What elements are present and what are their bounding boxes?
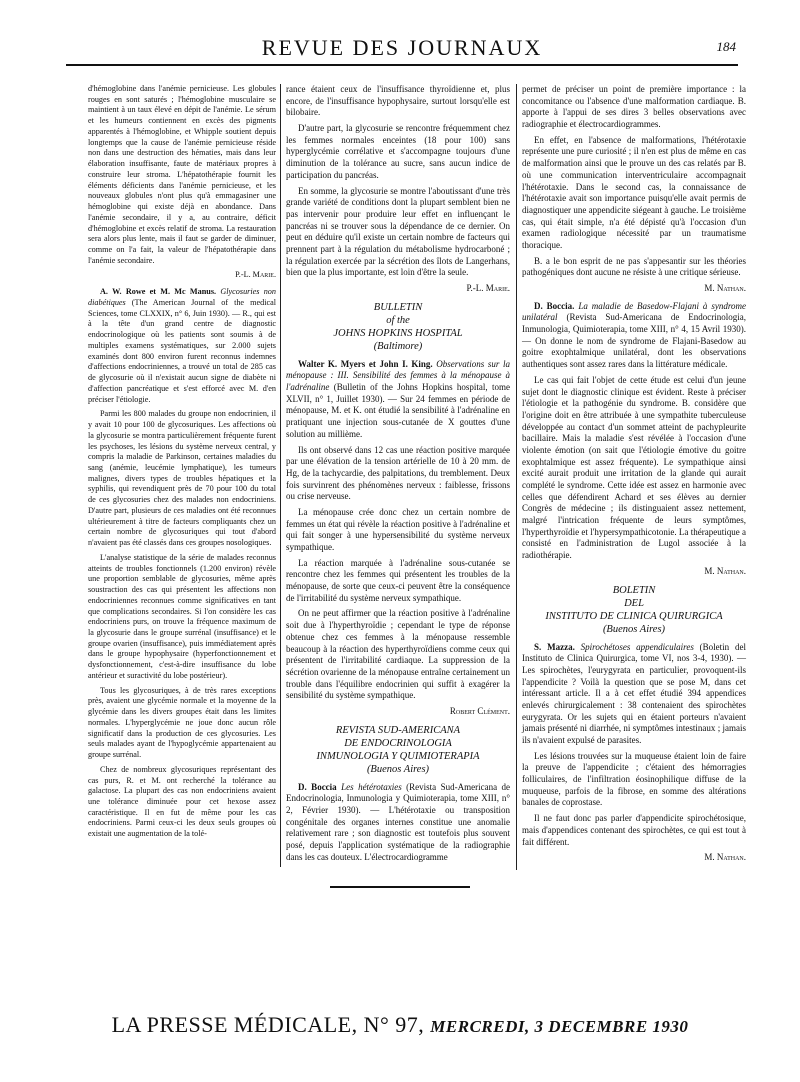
paragraph: Chez de nombreux glycosuriques représentant des cas purs, R. et M. ont recherché la tolérance au galactose. La plupart des cas non endocriniens avaient une tolérance diminuée pour cet hexose assez caractéristique. Il en fut de même pour les cas endocriniens. Parmi ceux-ci les deux seuls groupes où existait une augmentation de la tolé- xyxy=(88,764,276,839)
article-authors: A. W. Rowe et M. Mc Manus. xyxy=(100,287,217,297)
journal-section-title: REVUE DES JOURNAUX xyxy=(261,35,543,60)
article-reference: (The American Journal of the medical Sciences, tome CLXXIX, n° 6, Juin 1930). xyxy=(88,297,277,318)
journal-heading-line: BULLETIN xyxy=(373,301,423,313)
page-header xyxy=(66,30,738,66)
paragraph: D'autre part, la glycosurie se rencontre fréquemment chez les femmes normales enceintes (18 pour 100) sans hyperglycémie corrélative et s'accompagne toujours d'une diminution de la tolérance au sucre, sans aucun indice de participation du pancréas. xyxy=(286,123,510,180)
article-summary: — R., qui est à la tête d'un grand centre de diagnostic endocrinologique où les patients sont soumis à de multiples examens systématiques, sur 2.000 sujets examinés dont 800 environ furent reconnus indemnes d'affections endocriniennes, a trouvé un total de 285 cas de glycosurie où il n'existait aucun signe de diabète ni d'affection pancréatique et s'est efforcé avec M. d'en préciser l'étiologie. xyxy=(88,308,276,404)
paragraph: En somme, la glycosurie se montre l'aboutissant d'une très grande variété de conditions dont la plupart semblent bien ne pas intervenir pour produire leur effet en influençant le pancréas ni se trouver sous la dépendance de ce dernier. On peut en déduire qu'il existe un certain nombre de facteurs qui prennent part à la régulation du métabolisme hydrocarboné ; la régulation exercée par la sécrétion des îlots de Langerhans, bien que la plus importante, est loin d'être la seule. xyxy=(286,185,510,278)
column-3 xyxy=(522,84,746,870)
article-authors: D. Boccia xyxy=(298,781,337,792)
article-reference: (Boletin del Instituto de Clinica Quirurgica, tome VI, nos 3-4, 1930). xyxy=(522,641,746,664)
article-title: La maladie de Basedow-Flajani à syndrome unilatéral xyxy=(522,300,746,323)
page-footer xyxy=(0,1012,800,1038)
paragraph: Les lésions trouvées sur la muqueuse étaient loin de faire la preuve de l'appendicite ; c'étaient des hémorragies folliculaires, de l'infiltration éosinophilique diffuse de la muqueuse, parfois de la fibrose, en somme des altérations banales de coprostase. xyxy=(522,750,746,808)
signature: M. Nathan. xyxy=(704,852,746,863)
footer-date: MERCREDI, 3 DECEMBRE 1930 xyxy=(430,1017,689,1036)
journal-heading-line: (Baltimore) xyxy=(373,340,423,352)
paragraph: Parmi les 800 malades du groupe non endocrinien, il y avait 10 pour 100 de glycosuriques. Les affections où la glycosurie se montra particulièrement fréquente furent les psychoses, les lésions du système nerveux central, y compris la maladie de Parkinson, certaines maladies du sang (anémie, leucémie lymphatique), les tumeurs malignes, divers types de troubles hépatiques et la syphilis, qui revendiquent près de 70 pour 100 du total de ces glycosuries chez des malades non endocriniens. D'autre part, plusieurs de ces maladies ont été reconnues ultérieurement à titre de facteurs compliquants chez un certain nombre de glycosuriques qui tout d'abord n'avaient pas été classés dans ces groupes nosologiques. xyxy=(88,409,276,548)
article-authors: S. Mazza. xyxy=(534,641,575,652)
paragraph: Le cas qui fait l'objet de cette étude est celui d'un jeune sujet dont le diagnostic clinique est évident. Reste à préciser l'étiologie et la pathogénie du syndrome. B. considère que l'origine doit en être attribuée à une sympathite tuberculeuse développée au contact d'un sommet atteint de pachypleurite bacillaire. Mais la maladie s'est révélée à l'occasion d'une violente émotion (on sait que l'étiologie émotive du goitre exophtalmique est assez fréquente). Le sympathique ainsi excité aurait produit une irritation de la glande qui aurait complété le syndrome. Cette idée est assez en harmonie avec celles que défendirent Achard et ses élèves au dernier Congrès de médecine ; ils distinguaient assez nettement, malgré l'intrication fréquente de leurs symptômes, l'hyperthyroïdie et l'hypersympathicotonie. La thérapeutique a consisté en l'administration de Lugol associée à la radiothérapie. xyxy=(522,374,746,561)
paragraph: rance étaient ceux de l'insuffisance thyroïdienne et, plus encore, de l'insuffisance hypophysaire, surtout lorsqu'elle est bilobaire. xyxy=(286,84,510,118)
paragraph: permet de préciser un point de première importance : la concomitance ou l'absence d'une malformation cardiaque. B. apporte à l'appui de ses dires 3 belles observations avec radiographie et électrocardiogrammes. xyxy=(522,84,746,130)
signature: Robert Clément. xyxy=(449,705,510,716)
paragraph: La ménopause crée donc chez un certain nombre de femmes un état qui révèle la réaction positive à l'adrénaline et qui fait songer à une hypersensibilité du système nerveux sympathique. xyxy=(286,506,510,552)
paragraph: La réaction marquée à l'adrénaline sous-cutanée se rencontre chez les femmes qui présentent les troubles de la ménopause, de sorte que ceux-ci peuvent être la conséquence de l'irritabilité du système nerveux sympathique. xyxy=(286,557,510,603)
journal-heading-line: of the xyxy=(386,314,410,326)
journal-heading-line: INMUNOLOGIA Y QUIMIOTERAPIA xyxy=(316,750,480,762)
article-intro xyxy=(88,287,276,405)
article-title: Glycosuries non diabétiques xyxy=(88,287,276,307)
journal-heading-line: BOLETIN xyxy=(612,584,656,596)
signature: P.-L. Marie. xyxy=(235,270,276,280)
signature: P.-L. Marie. xyxy=(466,283,510,293)
article-title: Les hétérotaxies xyxy=(341,781,402,792)
column-divider xyxy=(516,84,517,870)
paragraph: L'analyse statistique de la série de malades reconnus atteints de troubles fonctionnels (1.200 environ) révèle une proportion semblable de glycosuries, même après soustraction des cas qui présentent les affections non endocriniennes reconnues comme significatives en tant que complications secondaires. Si l'on considère les cas endocriniens purs, on trouve la fréquence maximum de la glycosurie dans le groupe surrénal (insuffisance) et le groupe ovarien (insuffisance), puis immédiatement après dans le groupe hypophysaire (hyperfonctionnement et dysfonctionnement, c'est-à-dire insuffisance du lobe antérieur et suractivité du lobe postérieur). xyxy=(88,552,276,680)
end-rule xyxy=(330,886,470,888)
article-intro xyxy=(522,642,746,747)
article-intro xyxy=(286,782,510,864)
article-summary: — Sur 24 femmes en période de ménopause, M. et K. ont étudié la sensibilité à l'adrénaline en pratiquant une injection sous-cutanée de X gouttes d'une solution au millième. xyxy=(286,393,511,439)
column-2 xyxy=(286,84,510,867)
article-reference: (Revista Sud-Americana de Endocrinologia, Inmunologia, Quimioterapia, tome XIII, n° 4, 15 Avril 1930). xyxy=(522,312,747,335)
column-divider xyxy=(280,84,281,867)
signature: M. Nathan. xyxy=(704,283,746,293)
page-number: 184 xyxy=(716,39,736,54)
journal-heading xyxy=(522,584,746,636)
article-reference: (Bulletin of the Johns Hopkins hospital, tome XLVII, n° 1, Juillet 1930). xyxy=(286,382,511,404)
article-authors: D. Boccia. xyxy=(534,300,575,311)
journal-heading-line: INSTITUTO DE CLINICA QUIRURGICA xyxy=(545,610,723,622)
article-intro xyxy=(522,301,746,371)
article-title: Spirochétoses appendiculaires xyxy=(580,641,694,652)
article-intro xyxy=(286,359,510,441)
paragraph: B. a le bon esprit de ne pas s'appesantir sur les théories pathogéniques dont aucune ne résiste à une critique sérieuse. xyxy=(522,255,746,278)
paragraph: Tous les glycosuriques, à de très rares exceptions près, avaient une glycémie normale et la moyenne de la glycémie dans les divers groupes était dans les limites normales. L'hyperglycémie ne joue donc aucun rôle significatif dans la production de ces glycosuries. Les seuls malades ayant de l'hypoglycémie appartenaient au groupe surrénal. xyxy=(88,685,276,760)
signature: M. Nathan. xyxy=(704,565,746,576)
article-summary: — Les spirochètes, l'eurygyrata en particulier, provoquent-ils l'appendicite ? Voilà la question que se pose M, dans cet intéressant article. Il a à cet effet étudié 394 appendices enlevés chirurgicalement : 38 contenaient des spirochètes eurygyrata. Or les sujets qui en étaient porteurs n'avaient jamais présenté ni diarrhée, ni symptômes intestinaux ; jamais ils n'avaient expulsé de parasites. xyxy=(522,653,747,745)
journal-heading-line: DE ENDOCRINOLOGIA xyxy=(344,737,452,749)
article-summary: — On donne le nom de syndrome de Flajani-Basedow au goitre exophtalmique unilatéral, dont les observations authentiques sont assez rares dans la littérature médicale. xyxy=(522,335,746,370)
journal-heading-line: JOHNS HOPKINS HOSPITAL xyxy=(333,327,463,339)
paragraph: En effet, en l'absence de malformations, l'hétérotaxie représente une pure curiosité ; il n'en est plus de même en cas de malformation ainsi que le prouve un des cas relatés par B. où une communication interventriculaire accompagnait l'hétérotaxie. Dans le second cas, la connaissance de l'hétérotaxie avait son importance puisqu'elle avait permis de diagnostiquer une appendicite siégeant à gauche. Le troisième cas, qui était simple, n'a été dépisté qu'à l'occasion d'un examen radiologique nécessité par un traumatisme thoracique. xyxy=(522,134,746,250)
paragraph: Il ne faut donc pas parler d'appendicite spirochétosique, mais d'appendices contenant des spirochètes, ce qui est tout à fait différent. xyxy=(522,813,746,847)
article-title: Observations sur la ménopause : III. Sensibilité des femmes à la ménopause à l'adrénaline xyxy=(286,358,511,393)
journal-heading-line: DEL xyxy=(624,597,644,609)
journal-heading-line: REVISTA SUD-AMERICANA xyxy=(335,724,461,736)
footer-publication: LA PRESSE MÉDICALE, N° 97, xyxy=(111,1012,425,1037)
paragraph: Ils ont observé dans 12 cas une réaction positive marquée par une élévation de la tension artérielle de 10 à 20 mm. de Hg, de la tachycardie, des palpitations, du tremblement. Deux fois survinrent des phénomènes nerveux : faiblesse, frissons ou crise nerveuse. xyxy=(286,444,510,502)
paragraph: On ne peut affirmer que la réaction positive à l'adrénaline soit due à l'hyperthyroïdie ; cependant le type de réponse obtenue chez ces femmes à la ménopause ressemble beaucoup à la réaction des hyperthyroïdiens comme ceux qui présentent de l'irritabilité cardiaque. La suppression de la sécrétion ovarienne de la ménopause entraîne certainement un trouble dans l'équilibre endocrinien qui suffit à exagérer la sensibilité du système sympathique. xyxy=(286,608,510,701)
journal-heading xyxy=(286,301,510,353)
paragraph: d'hémoglobine dans l'anémie pernicieuse. Les globules rouges en sont saturés ; l'hémoglobine musculaire se maintient à un taux élevé en dépit de l'anémie. Le sérum et les humeurs contiennent en excès des pigments apparentés à l'hémoglobine, et Whipple soutient depuis longtemps que la cause de l'anémie pernicieuse réside non dans une destruction des hématies, mais dans leur élaboration insuffisante, faute de matériaux propres à construire leur stroma. L'hépatothérapie fournit les éléments déficients dans l'anémie pernicieuse, et les nouveaux globules n'ont plus qu'à emmagasiner une hémoglobine qui existe déjà en abondance. Dans l'anémie secondaire, il y a, au contraire, déficit d'hémoglobine et excès relatif de stroma. La restauration sera alors plus lente, mais il faut se garder de diminuer, comme on l'a fait, la valeur de l'hépatothérapie dans l'anémie secondaire. xyxy=(88,84,276,265)
journal-heading xyxy=(286,724,510,776)
article-reference: (Revista Sud-Americana de Endocrinologia, Inmunologia y Quimioterapia, tome XIII, n° 2, Février 1930). xyxy=(286,781,510,815)
article-authors: Walter K. Myers et John I. King. xyxy=(298,358,433,369)
journal-heading-line: (Buenos Aires) xyxy=(366,763,430,775)
column-1 xyxy=(88,84,276,844)
article-summary: — L'hétérotaxie ou transposition congénitale des organes internes constitue une anomalie relativement rare ; son diagnostic est toutefois plus souvent posé, depuis l'application systématique de la radiographie dans les cas douteux. L'électrocardiogramme xyxy=(286,805,510,862)
journal-heading-line: (Buenos Aires) xyxy=(602,623,666,635)
